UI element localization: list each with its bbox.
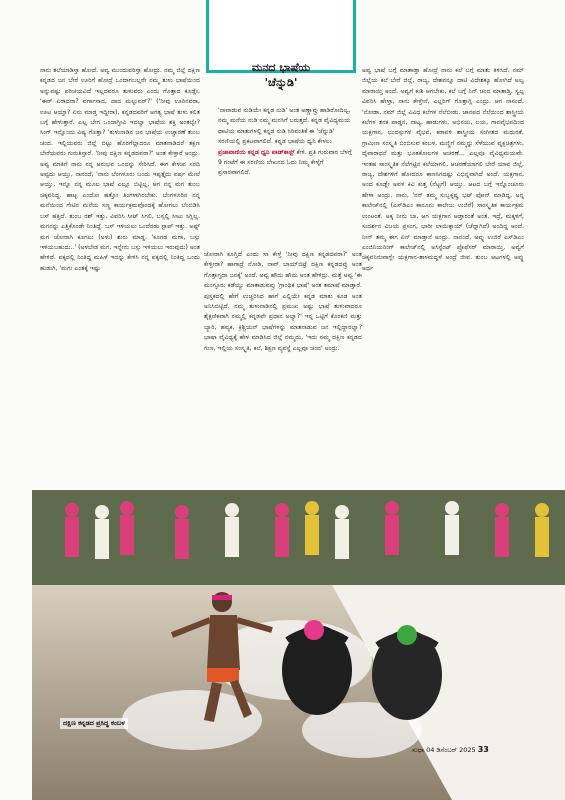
buffalo-right	[372, 625, 442, 720]
footer-magazine: ಸುಧಾ 04 ಡಿಸೆಂಬರ್ 2025	[412, 746, 476, 754]
photo-caption: ದಕ್ಷಿಣ ಕನ್ನಡದ ಪ್ರಸಿದ್ಧ ಕಂಬಳ	[60, 718, 128, 729]
pull-quote-title-line2: 'ಚೆನ್ನುಡಿ'	[264, 76, 298, 89]
pull-quote-body-text-end: ಕೇಳಿ. ಪ್ರತಿ ಗುರುವಾರ ಬೆಳಗ್ಗೆ 9 ಗಂಟೆಗೆ ಈ ಸರಣಿಯ ಲೇಖನದ ಓದು ನಿಮ್ಮ ಕೇಳ್ಕೆಗೆ ಪ್ರಸಾರವಾಗಲಿದೆ.	[218, 148, 352, 177]
article-column-3: ಅವ್ವ ಭಾಷೆ ಬಗ್ಗೆ ಮಾತಾಡ್ತಾ ಹೋದ್ರೆ ನಾನು ಕಲೆ ಬಗ್ಗೆ ಮಾತು ತಿಳಿಸಿದೆ. ನಮ್ ಜಿಲ್ಲೆಯ ಕಲೆ ಬೇರೆ ಜಿಲ್ಲೆ, ರಾಜ್ಯ, ದೇಶವನ್ನೂ ದಾಟಿ ವಿದೇಶಕ್ಕೂ ಹೋಗಿದೆ ಅಲ್ವ ಮಾರಾಯ್ತಿ ಅಂದೆ. ಅವ್ವಗೆ ಕುಶಿ ಆಗಬೇಕು, ಕಲೆ ಬಗ್ಗೆ ನಿನ್ ಚಂದ ಮಾತಾಡ್ತಿ, ಸ್ವಲ್ಪ ವಿವರಿಸಿ ಹೇಳ್ತಾ, ನಾನು ಕೇಳ್ತೇನೆ, ಎಲ್ಲರಿಗ್ ಗೊತ್ತಾಗ್ಲಿ ಎಂದ್ರು. ಆಗ ನಾನಂದೆ, 'ನೋಡಾ, ನಮ್ ಜಿಲ್ಲೆ ವಿವಿಧ ಕಲೆಗಳ ನೆಲೆಬೀಡು. ಜಾನಪದ ನೆಲೆಯಿಂದ ಶಾಸ್ತ್ರೀಯ ಕಲೆಗಳ ತನಕ ಪಾಡ್ದನ, ನಾಟ್ಯ, ಹಾಡುಗಳು, ಅಭಿನಯ, ಲಯ, ಗಾನವೈಭವದಿಂದ ಯಕ್ಷಗಾನ, ಛಂದಸ್ಸುಗಳ ವೈಭವ, ಕರಾವಳಿ ಶಾಸ್ತ್ರೀಯ ಸಂಗೀತದ ಮಧುರತೆ, ಗ್ರಾಮೀಣ ಸಂಸ್ಕೃತಿ ಬಿಂಬಿಸುವ ಕಂಬಳ, ಮಣ್ಣಿಗೆ ನಮ್ಮನ್ನು ಸೆಳೆಯುವ ವೃಕ್ಷಚಿತ್ರಗಳು, ದೈವಾರಾಧನೆ ಮತ್ತು ಭೂತಕೋಲಗಳ ಆಚರಣೆ... ಎಲ್ಲವೂ ವೈವಿಧ್ಯಮಯವೇ. ಇಂತಹ ಸಾಂಸ್ಕೃತಿಕ ನೆಲೆಗಟ್ಟಿನ ಕಲೆಯಾಗಲಿ, ಆಚರಣೆಯಾಗಲಿ ಬೇರೆ ಯಾವ ಜಿಲ್ಲೆ, ರಾಜ್ಯ, ದೇಶಗಳಿಗೆ ಹೋದರೂ ಕಾಣಸಿಗದಷ್ಟು ವಿಭಿನ್ನವಾಗಿದೆ ಅಂದೆ. ಯಕ್ಷಗಾನ, ಅಂದ ಕೂಡ್ಲೇ ಅವಳ ಕಿವಿ ಕುತ್ತ (ನೆಟ್ಟಗೆ) ಆಯ್ತು. ಆಟದ ಬಗ್ಗೆ ಇನ್ನೊಂಚೂರು ಹೇಳಾ ಅಂದ್ರು. ನಾನು, 'ನನ್ ತಮ್ಮ ಸುಬ್ಬಕೃಷ್ಣ ಭಟ್ ಫೋನ್ ಮಾಡಿದ್ದ, ಅನ್ನ ಕಾಲೇಜ್‌ನಲ್ಲಿ (ಎಸ್‌ಡಿಎಂ ಕಾನೂನು ಕಾಲೇಜು ಉಜಿರೆ) ಸಾಂಸ್ಕೃತಿಕ ಕಾರ್ಯಕ್ರಮ ಉಂಟಂತೆ. ಅಕ್ಕ ನೀನು ಬಾ, ಆಗ ಯಕ್ಷಗಾನ ಆಡ್ತಾರಂತೆ ಅಂತ. ಇದ್ರೆ, ಮಕ್ಕಳಿಗೆ, ಸುದರ್ಶನ ವಿಜಯ ಪ್ರಸಂಗ, ಭಾರೀ ಲಾಯಿಕ್ಕಾಯ್ (ಚೆನ್ನಾಗಿದೆ) ಅಂದಿದ್ದ ಅಂದೆ. ನೀನ್ ತಮ್ಮ ಈಗ ಏನ್ ಮಾಡ್ತಾನೆ ಅಂದ್ರು. ನಾನಂದೆ, ಅವ್ನು ಉಜಿರೆ ಎಸ್‌ಡಿಎಂ ಎಂಜಿನಿಯರಿಂಗ್ ಕಾಲೇಜ್‌ನಲ್ಲಿ ಅಸಿಸ್ಟೆಂಟ್ ಪ್ರೊಫೆಸರ್ ಮಾರಾಯ್ತಿ. ಅವ್ವಗೆ ಚಿಕ್ಕವನಿರುವಾಗ್ಲೇ ಯಕ್ಷಗಾನ-ತಾಳಮದ್ದಳೆ ಅಂದ್ರೆ ಜೀವ. ತುಂಬ ಆಟಗಳಲ್ಲಿ ಅವ್ನು ಅರ್ಥ	[362, 67, 524, 272]
crowd-background	[32, 490, 565, 600]
article-column-2: ಜೋರಾಗಿ ಕೂಗ್ತಿದೆ ಎಂದು ಸಾ ಕೇಳ್ತೆ 'ನೀವು ದಕ್ಷಿಣ ಕನ್ನಡದವರಾ?' ಅಂತ ಕೇಳ್ತೀರಾ? ಹಾಗಾದ್ರೆ ನೋಡಿ, ನಾವ್ ಬಾಯ್‌ಬಿಟ್ರೆ ದಕ್ಷಿಣ ಕನ್ನಡದವ್ರು ಅಂತ ಗೊತ್ತಾಗ್ತದಾ ಜನಕ್ಕೆ' ಅಂದೆ. ಅವ್ವ ಹೌದು ಹೌದು ಅಂತ ಹೇಳಿದ್ರು. ಮತ್ತೆ ಅವ್ವ 'ಈ ಮಂಗ್ಳೂರು ಕಡೆಯ್ವು ಮಾತಾಡುವವ್ರು 'ಗ್ರಾಂಥಿಕ ಭಾಷೆ' ಅಂತ ತಮಾಷೆ ಮಾಡ್ತಾರೆ. ಪುಸ್ತಕದಲ್ಲಿ ಹೇಗೆ ಉಚ್ಚರಿಸಿದ ಹಾಗೆ ಎಲ್ಲಿಯೇ ಕನ್ನಡ ಮಾತು ಕೂಡ ಅಂತ ಅನಿಸಿಬಿಟ್ಟಿದೆ. ನಮ್ಮ ತುಳುನಾಡಿನಲ್ಲಿ ಪ್ರಮುಖ ಅಷ್ಟು ಭಾಷೆ ತುಳುವಾದರೂ ಶೈಕ್ಷಣಿಕವಾಗಿ ನಮ್ಮಲ್ಲಿ ಕನ್ನಡವೇ ಪ್ರಧಾನ ಅಲ್ವಾ?' ಇನ್ನ ಒಟ್ಟಿಗೆ ಕೊಂಕಣಿ ಮತ್ತು ಬ್ಯಾರಿ, ಹವ್ಯಕ, ಕ್ರಿಶ್ಚಿಯನ್ ಭಾಷೆಗಳನ್ನು ಮಾತನಾಡುವ ಜನ ಇಲ್ಲಿದ್ದಾರಲ್ವಾ? ಭಾಷಾ ವೈವಿಧ್ಯಕ್ಕೆ ಹೇಳ ಮಾಡಿಸಿದ ಜಿಲ್ಲೆ ನಮ್ಮದು, 'ಇದು ನಮ್ಮ ದಕ್ಷಿಣ ಕನ್ನಡದ ಗುಣ, ಇಲ್ಲಿಯ ಸಂಸ್ಕೃತಿ, ಕಲೆ, ಶಿಕ್ಷಣ ವ್ಯವಸ್ಥೆ ಎಲ್ಲವೂ ಚಂದ' ಅಂದ್ರು.	[204, 251, 362, 352]
pull-quote-title	[206, 60, 356, 90]
pull-quote-title-line1: ಮನದ ಭಾಷೆಯ	[251, 61, 311, 74]
pull-quote-body	[218, 106, 352, 179]
podcast-highlight: ಪ್ರಜಾವಾಣಿಯ ಕನ್ನಡ ಧ್ವನಿ ಪಾಡ್‌ಕಾಸ್ಟ್	[218, 148, 295, 156]
page-number: 33	[477, 745, 489, 754]
pull-quote-body-text: 'ನಾವಾಡುವ ನುಡಿಯೇ ಕನ್ನಡ ನುಡಿ' ಅಂತ ಅಣ್ಣಾವ್ರು ಹಾಡಿರೋದಿಲ್ವ, ನಮ್ಮ ಮನೆಯ ನುಡಿ ನಮ್ಮ ಮನಸಿಗೆ ಬರುತ್ತದೆ. ಕನ್ನಡ ವೈವಿಧ್ಯಮಯ ಧಾಟಿಯ ಮಾತುಗಳಲ್ಲಿ ಕನ್ನಡ ನುಡಿ ಸಿರಿವಂತಿಕೆ ಈ 'ಚೆನ್ನುಡಿ' ಸರಣಿಯಲ್ಲಿ ಪ್ರಕಟವಾಗಲಿದೆ. ಕನ್ನಡ ಭಾಷೆಯ ಧ್ವನಿ ಕೇಳಲು	[218, 107, 351, 146]
article-column-1: ನಾನು ತಲೆಯಾಡಿಸ್ತಾ ಹೋದೆ. ಅವ್ವ ಮುಂದುವರಿಸ್ತಾ ಹೋದ್ರು. ನಮ್ಮ ಜಿಲ್ಲೆ ದಕ್ಷಿಣ ಕನ್ನಡದ ಜನ ಬೇರೆ ಊರಿಗೆ ಹೋದ್ರೆ ಒಂದಾಗಬಲ್ಲರೇ ನಮ್ಮ ತುಳು ಭಾಷೆಯಿಂದ ಅನ್ನುವಷ್ಟು ಪರಿಚಯವಿದೆ ಇಲ್ಲದವರೂ ತುಳುವರು ಎಂದು ಗೊತ್ತಾದ ಕೂಡ್ಲೇ, 'ಈರ್ ಏರಾದರಾ? ವರ್ಗಾಸಾದ, ದಾದ ಮಲ್ಪುವರ್?' ('ನೀವು ಊರಿನವರಾ, ಊಟ ಆಯ್ತಾ? ಏನು ಮಾಡ್ತ ಇದ್ದೀರಾ), ಕನ್ನಡದವರಿಗೆ ಅಗತ್ಯ ಭಾಷೆ ತುಳು ಕಲಿತ ಬಗ್ಗೆ ಹೇಳುತ್ತಾರೆ. ಎಲ್ಲ ಬೇಗ ಒಂದಾಗ್ತೀವಿ ಇದಲ್ವಾ ಭಾಷೆಯ ಶಕ್ತಿ ಅಂತಲ್ವೇ? ಸಿಂಗ್ ಇನ್ನೊಂದು ವಿಷ್ಯ ಗೊತ್ತಾ? 'ತುಳುನಾಡಿನ ಜನ ಭಾಷೆಯ ಉಚ್ಚಾರಣೆ ತುಂಬ ಚಂದ. ಇಲ್ಲಿಯವರು ಜಿಲ್ಲೆ ಬಿಟ್ಟು ಹೊರಗೆಲ್ಲಾದರೂ ಮಾತನಾಡಿದರೆ ತಕ್ಷಣ ಬೇರೆಯವರು ಗುರುತಿಸ್ತಾರೆ. 'ನೀವು ದಕ್ಷಿಣ ಕನ್ನಡದವರಾ?' ಅಂತ ಕೇಳ್ತಾರೆ ಅಂದ್ರು. ಅವ್ವ ಮಾತಿಗೆ ನಾನು ನನ್ನ ಅನುಭವ ಒಂದನ್ನು ಸೇರಿಸಿದೆ. ಈಗ ಕೇಳುವ ಸರದಿ ಅವ್ವದು ಆಯ್ತು, ನಾನಂದೆ, 'ನಾನು ಬೆಂಗಳೂರು ಬಂದು ಇಪ್ಪತ್ತೈದು ವರ್ಷ ಮೇಲೆ ಆಯ್ತು, ಇನ್ನೂ ನನ್ನ ಮೂಲ ಭಾಷೆ ಎಲ್ಲೂ ಬಿಟ್ಟಿಲ್ಲ, ಆಗ ನನ್ನ ಮಗ ತುಂಬ ಚಿಕ್ಕವನಿದ್ದ. ಹಾಟ್ಟ ಎಂದೋ ಹತ್ತೋ ತಿಂಗಳಾಗಿರಬೇಕು. ಬೆಂಗಳೂರಿನ ನನ್ನ ಮನೆಯಿಂದ ಗೇಟಿನ ಮನೆಯ ಸಣ್ಣ ಕಾರ್ಯಕ್ರಮವೊಂದಕ್ಕೆ ಹೋಗಲು ಬೆಂಬಿಡಿಸಿ ಬಸ್ ಹತ್ತಿದೆ. ತುಂಬ ರಶ್ ಇತ್ತು. ವಿವರಿಸಿ ಸೀಟ್ ಸಿಗಲಿ, ಬಸ್ಸಲ್ಲಿ ಸೀಟು ಸಿಗ್ಲಿಲ್ಲ. ಮಗನನ್ನು ಎತ್ತಿಕೊಂಡೇ ನಿಂತಿದ್ದೆ. ಬಸ್ ಇಳಿಯಲು ಒಂದೆರಡು ಸ್ಟಾಪ್ ಇತ್ತು. ಅಷ್ಟ್ ಮಗ ಜೋರಾಗಿ ಕೂಗಲು (ಅಳು) ಶುರು ಮಾಡ್ದ. 'ಕೂಗಡ ಮಗಾ, ಬಸ್ಸು ಇಳಿಯಬಹುದು..' (ಅಳಬೇಡ ಮಗ, ಇನ್ನೇನು ಬಸ್ಸು ಇಳಿಯಲು ಇರುವುದು) ಅಂತ ಹೇಳಿದೆ. ಪಕ್ಕದಲ್ಲಿ ನಿಂತಿದ್ದ ಮಹಿಳೆ ಇದನ್ನು ಕೇಳಿಸಿ ನನ್ನ ಪಕ್ಕದಲ್ಲಿ ನಿಂತಿದ್ದ ಒಂದು ಹುಡುಗಿ, 'ಮಗು ಎಂತಕ್ಕೆ ಇಷ್ಟು	[40, 67, 200, 272]
buffalo-left	[282, 620, 352, 715]
page-footer	[412, 745, 489, 755]
